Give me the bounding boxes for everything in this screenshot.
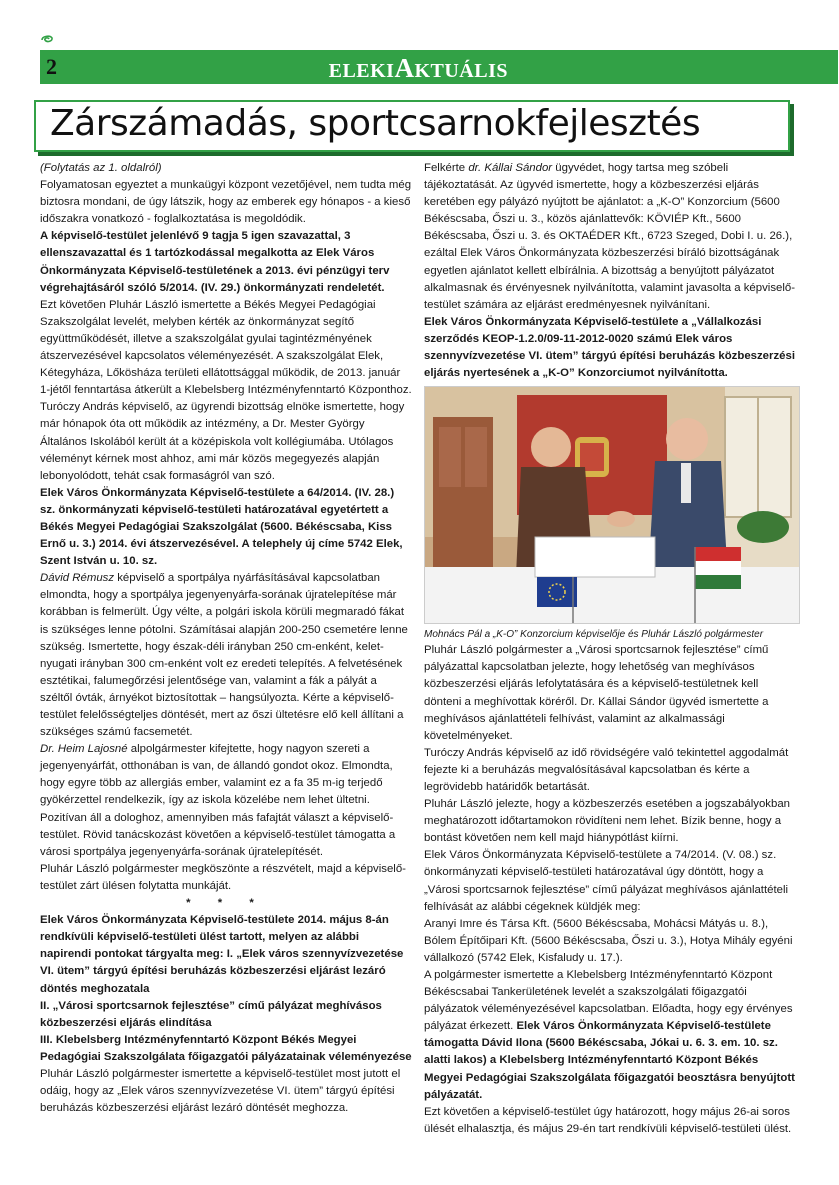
paragraph: Elek Város Önkormányzata Képviselő-testülete a 74/2014. (V. 08.) sz. önkormányzati képviselő-testületi határozatával úgy döntött, hogy a „Városi sportcsarnok fejlesztése” című pályázat meghívásos ajánlattételi felhívását az alábbi cégeknek küldjék meg: xyxy=(424,849,789,913)
photo-caption: Mohnács Pál a „K-O” Konzorcium képviselője és Pluhár László polgármester xyxy=(424,629,764,641)
masthead-part1: ELEKI xyxy=(328,60,395,82)
continuation-note: (Folytatás az 1. oldalról) xyxy=(40,162,162,174)
article-photo xyxy=(424,386,800,624)
resolution-paragraph: Elek Város Önkormányzata Képviselő-testülete 2014. május 8-án rendkívüli képviselő-testületi ülést tartott, melyen az alábbi napirendi pontokat tárgyalta meg: I. „Elek város szennyvízvezetése VI. ütem” tárgyú építési beruházás közbeszerzési eljárást lezáró döntés meghozatala xyxy=(40,914,404,995)
paragraph-text: A polgármester ismertette a Klebelsberg Intézményfenntartó Központ Békéscsabai Tankerületének levelét a szakszolgálati főigazgatói pályázatok véleményezésével kapcsolatban. Előadta, hogy egy érvényes pályázat érkezett. xyxy=(424,969,793,1033)
agenda-item: II. „Városi sportcsarnok fejlesztése” című pályázat meghívásos közbeszerzési eljárás elindítása xyxy=(40,999,382,1029)
speaker-name: dr. Kállai Sándor xyxy=(468,162,553,174)
speaker-name: Dávid Rémusz xyxy=(40,572,115,585)
left-column xyxy=(40,160,412,1117)
handshake-photo-image xyxy=(425,387,799,623)
paragraph: Pluhár László polgármester megköszönte a részvételt, majd a képviselő-testület zárt ülésen folytatta munkáját. xyxy=(40,862,406,892)
article-title-box xyxy=(34,100,790,152)
logo-swirl-icon xyxy=(40,34,54,44)
paragraph-text: alpolgármester kifejtette, hogy nagyon szereti a jegenyenyárfát, otthonában is van, de állandó gondot okoz. Elmondta, hogy egyre több az allergiás ember, valamint ez a fa 35 m-ig terjedő gyökérzettel rendelkezik, így az iskola közelébe nem lehet ültetni. Pozitívan áll a dologhoz, amennyiben más fafajtát választ a képviselő-testület. Rövid tanácskozást követően a képviselő-testület támogatta a városi sportpálya jegenyenyárfa-sorának újratelepítését. xyxy=(40,743,396,858)
page-number: 2 xyxy=(46,54,57,79)
masthead-initial: A xyxy=(394,53,415,83)
paragraph: Pluhár László polgármester ismertette a képviselő-testület most jutott el odáig, hogy az „Elek város szennyvízvezetése VI. ütem” tárgyú építési beruházás közbeszerzési eljárást lezáró döntését meghozza. xyxy=(40,1067,401,1115)
header-bar xyxy=(40,50,838,84)
paragraph: Folyamatosan egyeztet a munkaügyi központ vezetőjével, nem tudta még biztosra mondani, de úgy látszik, hogy az emberek egy hónapos - a kieső időszakra vonatkozó - foglalkoztatása is megoldódik. xyxy=(40,179,412,226)
paragraph: Aranyi Imre és Társa Kft. (5600 Békéscsaba, Mohácsi Mátyás u. 8.), Bólem Építőipari Kft. (5600 Békéscsaba, Őszi u. 3.), Hotya Mihály egyéni vállalkozó (5742 Elek, Kisfaludy u. 17.). xyxy=(424,917,793,964)
resolution-text: Elek Város Önkormányzata Képviselő-testülete támogatta Dávid Ilona (5600 Békéscsaba, Jókai u. 6. 3. em. 10. sz. alatti lakos) a Klebelsberg Intézményfenntartó Központ Békés Megyei Pedagógiai Szakszolgálata főigazgatói beosztásra benyújtott pályázatát. xyxy=(424,1020,795,1101)
paragraph: Turóczy András képviselő az idő rövidségére való tekintettel aggodalmát fejezte ki a beruházás megvalósításával kapcsolatban és kérte a legrövidebb határidők betartását. xyxy=(424,746,789,793)
paragraph-text: képviselő a sportpálya nyárfásításával kapcsolatban elmondta, hogy a sportpálya jegenyenyárfa-sorának újratelepítése már korábban is felmerült. Úgy vélte, a polgári iskola körüli megmaradó fákat is szükséges lenne pótolni. Számításai alapján 200-250 csemetére lenne szükség. Ismertette, hogy észak-déli irányban 250 cm-enként, kelet-nyugati irányban 300 cm-enként volt ez eredeti telepítés. A felvetésének esztétikai, falumegőrzési jelentősége van, valamint a fák a pályát a széltől óvták, árnyékot biztosítottak – hangsúlyozta. Kérte a képviselő-testület felelősségteljes döntését, mert az őszi ültetésre elő kell állítani a szükséges számú facsemetét. xyxy=(40,572,408,739)
paragraph xyxy=(424,967,796,1104)
paragraph: Ezt követően a képviselő-testület úgy határozott, hogy május 26-ai soros ülését elhalasztja, és május 29-én tart rendkívüli képviselő-testületi ülést. xyxy=(424,1105,792,1135)
paragraph: Ezt követően Pluhár László ismertette a Békés Megyei Pedagógiai Szakszolgálat levelét, melyben kérték az önkormányzat segítő együttműködését, illetve a szakszolgálat gyulai tagintézményének átszervezésével kapcsolatos véleményezését. A szakszolgálat Elek, Kétegyháza, Lőkösháza területi ellátottsággal működik, de 2013. január 1-jétől fenntartása átkerült a Klebelsberg Intézményfenntartó Központhoz. Turóczy András képviselő, az ügyrendi bizottság elnöke ismertette, hogy már hónapok óta ott működik az intézmény, a Dr. Mester György Általános Iskolából került át a középiskola volt kollégiumába. Utólagos véleményt kérnek most ahhoz, ami már közös megegyezés alapján lebonyolódott, tehát csak formaságról van szó. xyxy=(40,298,412,482)
resolution-paragraph: A képviselő-testület jelenlévő 9 tagja 5 igen szavazattal, 3 ellenszavazattal és 1 tartózkodással megalkotta az Elek Város Önkormányzata Képviselő-testületének a 2013. évi pénzügyi terv végrehajtásáról szóló 5/2014. (IV. 29.) önkormányzati rendeletét. xyxy=(40,230,390,294)
masthead-part2: KTUÁLIS xyxy=(414,60,508,82)
section-separator: * * * xyxy=(186,897,266,910)
right-column xyxy=(424,160,796,1138)
agenda-item: III. Klebelsberg Intézményfenntartó Központ Békés Megyei Pedagógiai Szakszolgálata főigazgatói pályázatainak véleményezése xyxy=(40,1033,412,1063)
resolution-paragraph: Elek Város Önkormányzata Képviselő-testülete a „Vállalkozási szerződés KEOP-1.2.0/09-11-2012-0020 számú Elek város szennyvízvezetése VI. ütem” tárgyú építési beruházás közbeszerzési eljárás nyertesének a „K-O” Konzorciumot nyilvánította. xyxy=(424,315,795,380)
masthead xyxy=(329,53,508,84)
speaker-name: Dr. Heim Lajosné xyxy=(40,743,128,756)
paragraph: Pluhár László jelezte, hogy a közbeszerzés esetében a jogszabályokban meghatározott időtartamokon rövidíteni nem lehet. Bízik benne, hogy a bontást követően nem kell majd hiánypótlást kiírni. xyxy=(424,798,790,845)
article-title: Zárszámadás, sportcsarnokfejlesztés xyxy=(50,103,701,144)
paragraph xyxy=(40,570,412,741)
paragraph: Pluhár László polgármester a „Városi sportcsarnok fejlesztése” című pályázattal kapcsolatban jelezte, hogy lehetőség van meghívásos közbeszerzési eljárás lefolytatására és a képviselő-testületnek kell dönteni a meghívottak köréről. Dr. Kállai Sándor ügyvéd ismertette a meghívásos ajánlattételi felhívást, valamint az alkalmassági követelményeket. xyxy=(424,644,769,742)
paragraph xyxy=(424,160,796,314)
paragraph xyxy=(40,741,412,861)
paragraph-text: ügyvédet, hogy tartsa meg szóbeli tájékoztatását. Az ügyvéd ismertette, hogy a közbeszerzési eljárás keretében egy pályázó nyújtott be ajánlatot: a „K-O” Konzorcium (5600 Békéscsaba, Őszi u. 3., közös ajánlattevők: KÖVIÉP Kft., 5600 Békéscsaba, Őszi u. 3. és OKTAÉDER Kft., 6723 Szeged, Dobi I. u. 26.), ezáltal Elek Város Önkormányzata közbeszerzési bíráló bizottságának egyetlen ajánlatot kellett elbírálnia. A bizottság a benyújtott pályázatot alkalmasnak és érvényesnek nyilvánította, valamint javasolta a képviselő-testület számára az eljárást eredményesnek nyilvánítani. xyxy=(424,162,796,311)
resolution-paragraph: Elek Város Önkormányzata Képviselő-testülete a 64/2014. (IV. 28.) sz. önkormányzati képviselő-testületi határozatával egyetértett a Békés Megyei Pedagógiai Szakszolgálat (5600. Békéscsaba, Kiss Ernő u. 3.) 2014. évi átszervezésével. A telephely új címe 5742 Elek, Szent István u. 10. sz. xyxy=(40,486,403,568)
paragraph-text: Felkérte xyxy=(424,162,469,174)
